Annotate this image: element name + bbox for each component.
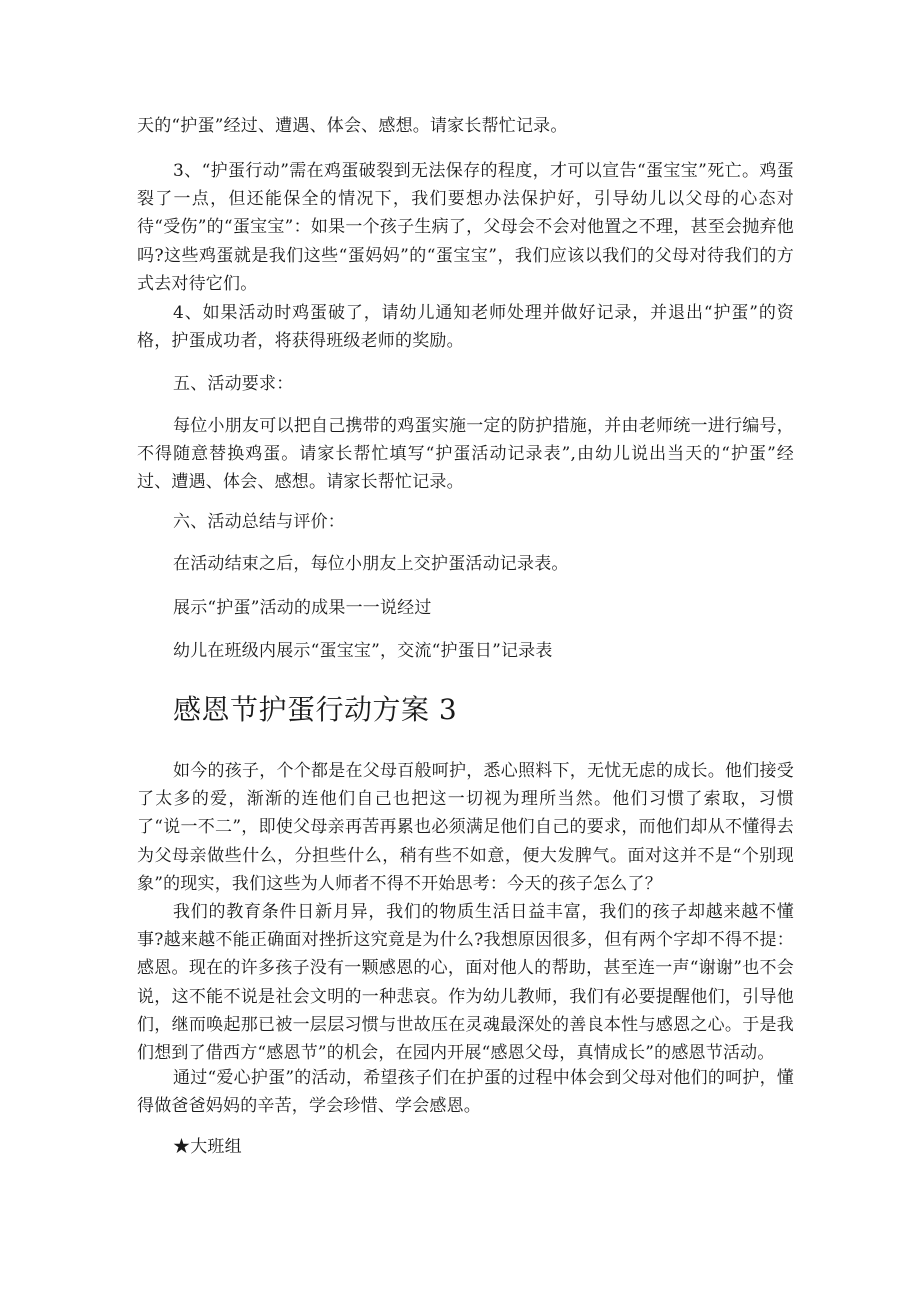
paragraph-reason: 我们的教育条件日新月异，我们的物质生活日益丰富，我们的孩子却越来越不懂事?越来越不能正确面对挫折这究竟是为什么?我想原因很多，但有两个字却不得不提：感恩。现在的许多孩子没有一颗感恩的心，面对他人的帮助，甚至连一声“谢谢”也不会说，这不能不说是社会文明的一种悲哀。作为幼儿教师，我们有必要提醒他们，引导他们，继而唤起那已被一层层习惯与世故压在灵魂最深处的善良本性与感恩之心。于是我们想到了借西方“感恩节”的机会，在园内开展“感恩父母，真情成长”的感恩节活动。 bbox=[137, 902, 794, 1064]
paragraph-continuation: 天的“护蛋”经过、遭遇、体会、感想。请家长帮忙记录。 bbox=[137, 116, 568, 136]
section-heading: 感恩节护蛋行动方案 3 bbox=[173, 693, 458, 726]
paragraph-intro: 如今的孩子，个个都是在父母百般呵护，悉心照料下，无忧无虑的成长。他们接受了太多的爱，渐渐的连他们自己也把这一切视为理所当然。他们习惯了索取，习惯了“说一不二”，即使父母亲再苦再累也必须满足他们自己的要求，而他们却从不懂得去为父母亲做些什么，分担些什么，稍有些不如意，便大发脾气。面对这并不是“个别现象”的现实，我们这些为人师者不得不开始思考：今天的孩子怎么了？ bbox=[137, 761, 794, 894]
paragraph-summary-1: 在活动结束之后，每位小朋友上交护蛋活动记录表。 bbox=[173, 554, 569, 574]
paragraph-requirements: 每位小朋友可以把自己携带的鸡蛋实施一定的防护措施，并由老师统一进行编号，不得随意替换鸡蛋。请家长帮忙填写“护蛋活动记录表”,由幼儿说出当天的“护蛋”经过、遭遇、体会、感想。请家长帮忙记录。 bbox=[137, 416, 794, 493]
paragraph-rule-3: 3、“护蛋行动”需在鸡蛋破裂到无法保存的程度，才可以宣告“蛋宝宝”死亡。鸡蛋裂了一点，但还能保全的情况下，我们要想办法保护好，引导幼儿以父母的心态对待“受伤”的“蛋宝宝”：如果一个孩子生病了，父母会不会对他置之不理，甚至会抛弃他吗?这些鸡蛋就是我们这些“蛋妈妈”的“蛋宝宝”，我们应该以我们的父母对待我们的方式去对待它们。 bbox=[137, 161, 794, 294]
paragraph-goal: 通过“爱心护蛋”的活动，希望孩子们在护蛋的过程中体会到父母对他们的呵护，懂得做爸爸妈妈的辛苦，学会珍惜、学会感恩。 bbox=[137, 1068, 794, 1117]
section-title-requirements: 五、活动要求： bbox=[173, 374, 294, 394]
paragraph-summary-2: 展示“护蛋”活动的成果一一说经过 bbox=[173, 598, 432, 618]
group-label: ★大班组 bbox=[173, 1137, 242, 1157]
paragraph-summary-3: 幼儿在班级内展示“蛋宝宝”，交流“护蛋日”记录表 bbox=[173, 641, 553, 661]
section-title-summary: 六、活动总结与评价： bbox=[173, 512, 345, 532]
paragraph-rule-4: 4、如果活动时鸡蛋破了，请幼儿通知老师处理并做好记录，并退出“护蛋”的资格，护蛋成功者，将获得班级老师的奖励。 bbox=[137, 303, 794, 352]
